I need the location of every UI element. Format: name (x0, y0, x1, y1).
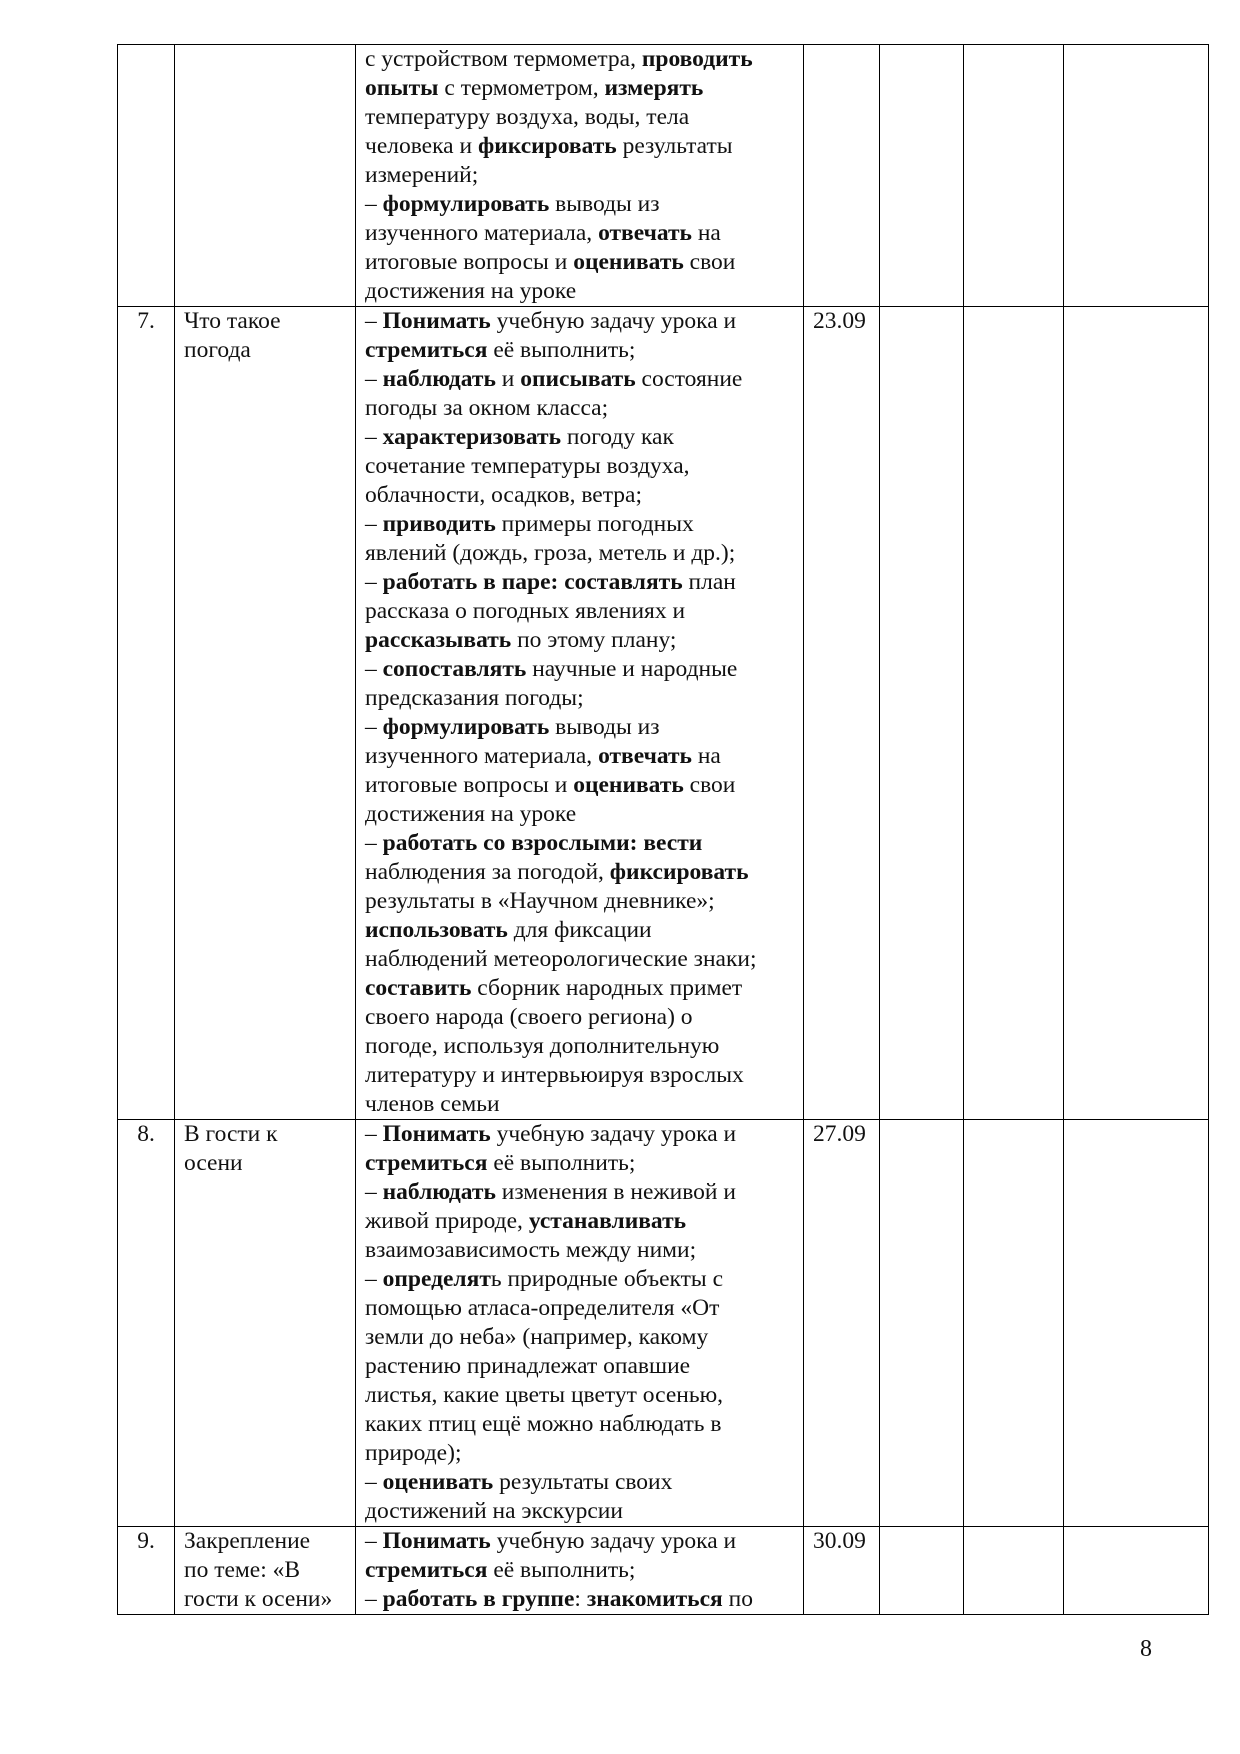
activity-line (365, 1120, 794, 1149)
activity-text: – (365, 1528, 383, 1554)
activity-keyword: стремиться (365, 1150, 488, 1176)
activity-text: итоговые вопросы и (365, 772, 574, 798)
activity-keyword: работать в группе (382, 1586, 575, 1612)
activity-line (365, 1556, 794, 1585)
lesson-topic-cell (175, 1527, 356, 1615)
activity-line (365, 423, 794, 452)
activity-keyword: приводить (382, 511, 496, 537)
lesson-topic-cell (175, 307, 356, 1120)
activity-line (365, 481, 794, 510)
lesson-number: 9. (137, 1528, 155, 1554)
activity-line (365, 1265, 794, 1294)
lesson-topic-line: Что такое (184, 308, 281, 334)
activity-keyword: наблюдать (382, 366, 496, 392)
activity-text: сборник народных примет (471, 975, 743, 1001)
table-row (118, 45, 1209, 307)
activity-text: учебную задачу урока и (490, 308, 737, 334)
activity-text: – (365, 1121, 383, 1147)
activity-line (365, 307, 794, 336)
activity-line (365, 161, 794, 190)
activity-keyword: работать в паре: составлять (382, 569, 683, 595)
activity-text: свои (683, 249, 736, 275)
activity-text: учебную задачу урока и (490, 1528, 737, 1554)
lesson-number: 7. (137, 308, 155, 334)
activity-line (365, 742, 794, 771)
lesson-topic-line: В гости к (184, 1121, 278, 1147)
activity-line (365, 452, 794, 481)
learning-activities-cell (356, 45, 804, 307)
activity-text: на (691, 220, 721, 246)
activity-text: свои (683, 772, 736, 798)
activity-text: и (495, 366, 521, 392)
activity-line (365, 1061, 794, 1090)
lesson-number-cell (118, 307, 175, 1120)
activity-text: по (722, 1586, 753, 1612)
empty-cell (880, 307, 964, 1120)
lesson-topic-cell (175, 45, 356, 307)
empty-cell (1064, 45, 1209, 307)
activity-text: – (365, 569, 383, 595)
activity-text: живой природе, (365, 1208, 529, 1234)
activity-line (365, 655, 794, 684)
activity-line (365, 190, 794, 219)
activity-line (365, 1497, 794, 1526)
lesson-topic-cell (175, 1120, 356, 1527)
activity-line (365, 1439, 794, 1468)
activity-line (365, 510, 794, 539)
lesson-number-cell (118, 1120, 175, 1527)
table-row (118, 1527, 1209, 1615)
activity-line (365, 887, 794, 916)
activity-line (365, 626, 794, 655)
activity-line (365, 1149, 794, 1178)
activity-text: достижения на уроке (365, 278, 577, 304)
table-body (118, 45, 1209, 1615)
activity-text: земли до неба» (например, какому (365, 1324, 709, 1350)
activity-line (365, 1468, 794, 1497)
activity-text: состояние (635, 366, 743, 392)
learning-activities-cell (356, 1120, 804, 1527)
lesson-number-cell (118, 45, 175, 307)
activity-text: измерений; (365, 162, 479, 188)
activity-line (365, 1236, 794, 1265)
activity-keyword: фиксировать (477, 133, 617, 159)
activity-line (365, 1178, 794, 1207)
activity-text: человека и (365, 133, 478, 159)
empty-cell (964, 45, 1064, 307)
activity-text: литературу и интервьюируя взрослых (365, 1062, 744, 1088)
lesson-plan-table (117, 44, 1209, 1615)
activity-line (365, 1032, 794, 1061)
activity-text: научные и народные (526, 656, 738, 682)
activity-line (365, 684, 794, 713)
activity-line (365, 829, 794, 858)
activity-text: : (574, 1586, 587, 1612)
activity-keyword: Понимать (382, 1121, 491, 1147)
activity-text: помощью атласа-определителя «От (365, 1295, 720, 1321)
activity-keyword: формулировать (382, 714, 550, 740)
activity-text: каких птиц ещё можно наблюдать в (365, 1411, 722, 1437)
activity-keyword: устанавливать (528, 1208, 687, 1234)
lesson-topic-line: по теме: «В (184, 1557, 301, 1583)
activity-keyword: рассказывать (365, 627, 512, 653)
activity-keyword: Понимать (382, 1528, 491, 1554)
activity-keyword: сопоставлять (382, 656, 527, 682)
activity-keyword: отвечать (598, 220, 692, 246)
activity-text: учебную задачу урока и (490, 1121, 737, 1147)
lesson-number: 8. (137, 1121, 155, 1147)
empty-cell (880, 1120, 964, 1527)
lesson-date-cell (804, 45, 880, 307)
activity-text: результаты (616, 133, 733, 159)
lesson-topic-line: Закрепление (184, 1528, 311, 1554)
activity-line (365, 277, 794, 306)
activity-keyword: характеризовать (382, 424, 562, 450)
activity-keyword: описывать (520, 366, 636, 392)
activity-text: её выполнить; (487, 1557, 636, 1583)
activity-text: – (365, 1266, 383, 1292)
empty-cell (1064, 307, 1209, 1120)
activity-line (365, 74, 794, 103)
activity-line (365, 713, 794, 742)
activity-text: результаты своих (493, 1469, 673, 1495)
activity-text: явлений (дождь, гроза, метель и др.); (365, 540, 736, 566)
activity-text: сочетание температуры воздуха, (365, 453, 690, 479)
empty-cell (1064, 1120, 1209, 1527)
activity-text: по этому плану; (511, 627, 677, 653)
activity-keyword: знакомиться (586, 1586, 723, 1612)
activity-text: взаимозависимость между ними; (365, 1237, 697, 1263)
activity-line (365, 1207, 794, 1236)
activity-text: рассказа о погодных явлениях и (365, 598, 686, 624)
activity-keyword: измерять (604, 75, 704, 101)
activity-text: членов семьи (365, 1091, 500, 1117)
page-number: 8 (1140, 1636, 1152, 1662)
activity-line (365, 1585, 794, 1614)
activity-text: выводы из (549, 191, 660, 217)
empty-cell (1064, 1527, 1209, 1615)
activity-line (365, 771, 794, 800)
activity-line (365, 539, 794, 568)
activity-text: – (365, 830, 383, 856)
activity-keyword: оценивать (573, 249, 684, 275)
activity-keyword: проводить (641, 46, 753, 72)
activity-line (365, 394, 794, 423)
activity-text: достижения на уроке (365, 801, 577, 827)
activity-text: растению принадлежат опавшие (365, 1353, 691, 1379)
empty-cell (880, 1527, 964, 1615)
learning-activities-cell (356, 307, 804, 1120)
activity-text: облачности, осадков, ветра; (365, 482, 643, 508)
activity-text: выводы из (549, 714, 660, 740)
activity-line (365, 248, 794, 277)
activity-line (365, 1410, 794, 1439)
activity-line (365, 45, 794, 74)
activity-keyword: Понимать (382, 308, 491, 334)
activity-keyword: работать со взрослыми: вести (382, 830, 703, 856)
activity-text: на (691, 743, 721, 769)
activity-line (365, 365, 794, 394)
activity-line (365, 1527, 794, 1556)
activity-text: изученного материала, (365, 220, 599, 246)
activity-line (365, 597, 794, 626)
lesson-date: 27.09 (813, 1121, 866, 1147)
activity-text: – (365, 1469, 383, 1495)
activity-line (365, 568, 794, 597)
activity-line (365, 974, 794, 1003)
activity-line (365, 800, 794, 829)
activity-line (365, 132, 794, 161)
activity-text: – (365, 714, 383, 740)
activity-text: температуру воздуха, воды, тела (365, 104, 690, 130)
activity-text: примеры погодных (495, 511, 694, 537)
activity-text: – (365, 191, 383, 217)
activity-text: – (365, 424, 383, 450)
activity-line (365, 858, 794, 887)
activity-keyword: отвечать (598, 743, 692, 769)
activity-text: её выполнить; (487, 337, 636, 363)
empty-cell (964, 1527, 1064, 1615)
activity-keyword: опыты (365, 75, 439, 101)
lesson-date: 23.09 (813, 308, 866, 334)
empty-cell (880, 45, 964, 307)
activity-text: предсказания погоды; (365, 685, 584, 711)
activity-text: наблюдений метеорологические знаки; (365, 946, 757, 972)
lesson-date-cell (804, 307, 880, 1120)
activity-keyword: определят (382, 1266, 491, 1292)
activity-text: итоговые вопросы и (365, 249, 574, 275)
activity-keyword: стремиться (365, 1557, 488, 1583)
activity-line (365, 336, 794, 365)
lesson-date: 30.09 (813, 1528, 866, 1554)
activity-text: – (365, 511, 383, 537)
activity-text: погоды за окном класса; (365, 395, 609, 421)
activity-line (365, 1294, 794, 1323)
activity-text: достижений на экскурсии (365, 1498, 623, 1524)
activity-keyword: использовать (365, 917, 508, 943)
activity-text: – (365, 1586, 383, 1612)
activity-line (365, 1352, 794, 1381)
activity-line (365, 945, 794, 974)
activity-text: своего народа (своего региона) о (365, 1004, 693, 1030)
activity-text: листья, какие цветы цветут осенью, (365, 1382, 723, 1408)
activity-text: – (365, 656, 383, 682)
activity-line (365, 916, 794, 945)
activity-text: наблюдения за погодой, (365, 859, 610, 885)
activity-keyword: составить (365, 975, 472, 1001)
table-row (118, 307, 1209, 1120)
lesson-topic-line: осени (184, 1150, 243, 1176)
activity-keyword: фиксировать (609, 859, 749, 885)
activity-keyword: формулировать (382, 191, 550, 217)
activity-keyword: стремиться (365, 337, 488, 363)
lesson-number-cell (118, 1527, 175, 1615)
lesson-topic-line: погода (184, 337, 251, 363)
lesson-topic-line: гости к осени» (184, 1586, 333, 1612)
learning-activities-cell (356, 1527, 804, 1615)
table-row (118, 1120, 1209, 1527)
lesson-date-cell (804, 1120, 880, 1527)
activity-line (365, 1381, 794, 1410)
empty-cell (964, 307, 1064, 1120)
activity-text: – (365, 1179, 383, 1205)
activity-text: ь природные объекты с (490, 1266, 723, 1292)
activity-line (365, 1323, 794, 1352)
activity-text: её выполнить; (487, 1150, 636, 1176)
activity-keyword: оценивать (382, 1469, 494, 1495)
activity-line (365, 1090, 794, 1119)
empty-cell (964, 1120, 1064, 1527)
activity-text: изученного материала, (365, 743, 599, 769)
activity-text: результаты в «Научном дневнике»; (365, 888, 715, 914)
activity-text: план (682, 569, 736, 595)
activity-text: с устройством термометра, (365, 46, 642, 72)
activity-text: для фиксации (507, 917, 652, 943)
activity-line (365, 219, 794, 248)
activity-keyword: наблюдать (382, 1179, 496, 1205)
activity-line (365, 1003, 794, 1032)
lesson-date-cell (804, 1527, 880, 1615)
activity-text: погоде, используя дополнительную (365, 1033, 720, 1059)
activity-text: – (365, 366, 383, 392)
activity-keyword: оценивать (573, 772, 684, 798)
activity-line (365, 103, 794, 132)
activity-text: природе); (365, 1440, 462, 1466)
activity-text: с термометром, (438, 75, 605, 101)
activity-text: погоду как (561, 424, 674, 450)
activity-text: – (365, 308, 383, 334)
activity-text: изменения в неживой и (495, 1179, 736, 1205)
